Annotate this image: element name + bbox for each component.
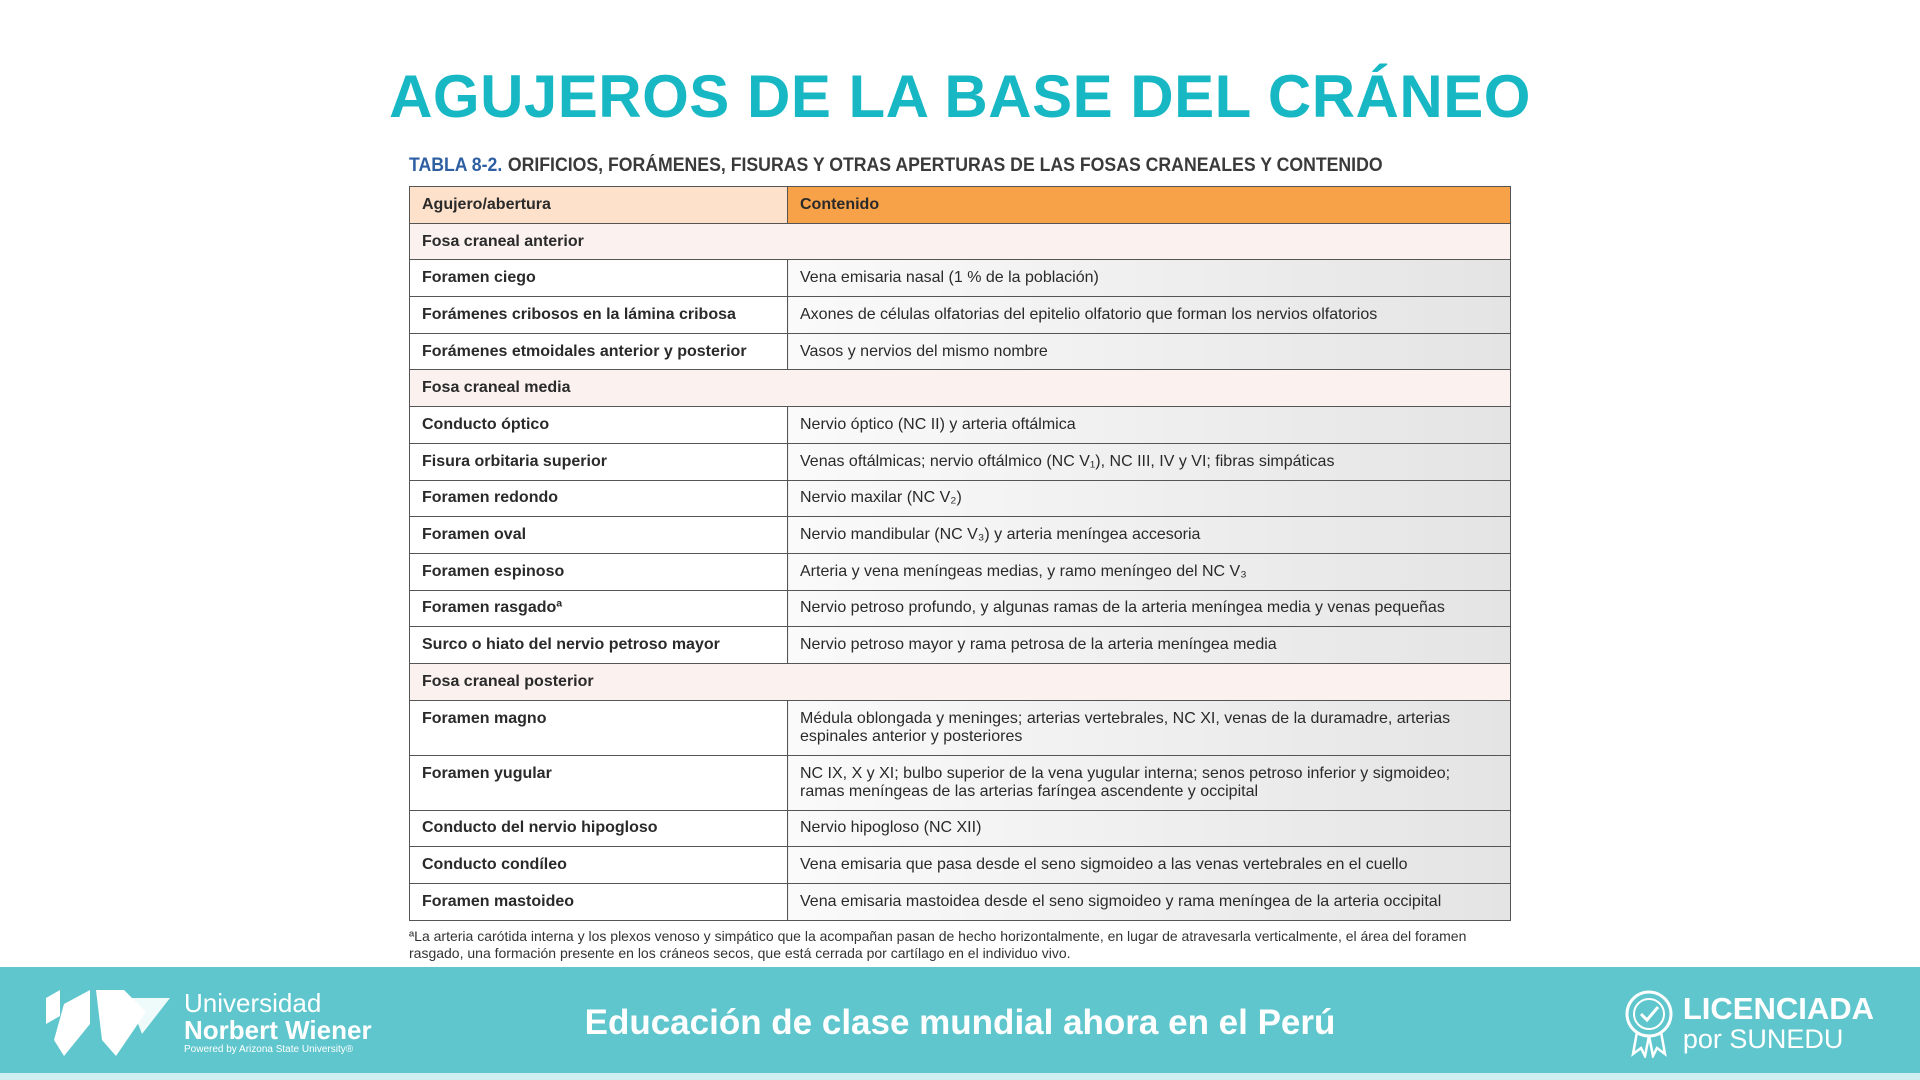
contents-cell: Nervio petroso mayor y rama petrosa de la arteria meníngea media	[788, 627, 1511, 664]
opening-cell: Foramen mastoideo	[410, 884, 788, 921]
license-line1: LICENCIADA	[1682, 991, 1874, 1026]
foramina-table	[409, 186, 1511, 921]
section-label: Fosa craneal posterior	[410, 663, 1511, 700]
opening-cell: Foramen espinoso	[410, 553, 788, 590]
contents-cell: Vena emisaria que pasa desde el seno sigmoideo a las venas vertebrales en el cuello	[788, 847, 1511, 884]
table-footnote: ªLa arteria carótida interna y los plexos venoso y simpático que la acompañan pasan de hecho horizontalmente, en lugar de atravesarla verticalmente, el área del foramen rasgado, una formación presente en los cráneos secos, que está cerrada por cartílago en el individuo vivo.	[409, 928, 1467, 961]
column-header: Contenido	[788, 187, 1511, 224]
section-row	[410, 223, 1511, 260]
opening-cell: Foramen redondo	[410, 480, 788, 517]
table-row	[410, 553, 1511, 590]
contents-cell: Nervio petroso profundo, y algunas ramas de la arteria meníngea media y venas pequeñas	[788, 590, 1511, 627]
university-name-line2: Norbert Wiener	[184, 1015, 372, 1045]
table-row	[410, 810, 1511, 847]
table-row	[410, 847, 1511, 884]
opening-cell: Surco o hiato del nervio petroso mayor	[410, 627, 788, 664]
sunedu-badge	[1623, 988, 1874, 1058]
opening-cell: Foramen magno	[410, 700, 788, 755]
opening-cell: Foramen rasgadoª	[410, 590, 788, 627]
table-row	[410, 260, 1511, 297]
contents-cell: Nervio maxilar (NC V₂)	[788, 480, 1511, 517]
section-label: Fosa craneal anterior	[410, 223, 1511, 260]
table-row	[410, 407, 1511, 444]
table-row	[410, 755, 1511, 810]
footer-slogan: Educación de clase mundial ahora en el Perú	[584, 1003, 1336, 1042]
license-line2: por SUNEDU	[1682, 1024, 1844, 1054]
powered-by: Powered by Arizona State University®	[184, 1044, 354, 1055]
contents-cell: Vena emisaria nasal (1 % de la población)	[788, 260, 1511, 297]
table-row	[410, 700, 1511, 755]
certified-badge-icon	[1623, 988, 1675, 1058]
opening-cell: Fisura orbitaria superior	[410, 443, 788, 480]
contents-cell: Nervio hipogloso (NC XII)	[788, 810, 1511, 847]
table-row	[410, 297, 1511, 334]
contents-cell: Venas oftálmicas; nervio oftálmico (NC V₁), NC III, IV y VI; fibras simpáticas	[788, 443, 1511, 480]
table-row	[410, 480, 1511, 517]
table-number: TABLA 8-2.	[409, 155, 503, 176]
table-row	[410, 443, 1511, 480]
university-name-line1: Universidad	[184, 988, 322, 1018]
contents-cell: Vasos y nervios del mismo nombre	[788, 333, 1511, 370]
contents-cell: Axones de células olfatorias del epitelio olfatorio que forman los nervios olfatorios	[788, 297, 1511, 334]
table-row	[410, 884, 1511, 921]
slide-title: AGUJEROS DE LA BASE DEL CRÁNEO	[389, 63, 1531, 130]
table-row	[410, 517, 1511, 554]
footer-strip	[0, 1073, 1920, 1080]
contents-cell: Nervio óptico (NC II) y arteria oftálmica	[788, 407, 1511, 444]
opening-cell: Conducto condíleo	[410, 847, 788, 884]
opening-cell: Conducto del nervio hipogloso	[410, 810, 788, 847]
table-row	[410, 590, 1511, 627]
table-caption-text: ORIFICIOS, FORÁMENES, FISURAS Y OTRAS APERTURAS DE LAS FOSAS CRANEALES Y CONTENIDO	[507, 155, 1383, 176]
section-label: Fosa craneal media	[410, 370, 1511, 407]
table-row	[410, 333, 1511, 370]
contents-cell: Vena emisaria mastoidea desde el seno sigmoideo y rama meníngea de la arteria occipital	[788, 884, 1511, 921]
contents-cell: Arteria y vena meníngeas medias, y ramo meníngeo del NC V₃	[788, 553, 1511, 590]
opening-cell: Foramen yugular	[410, 755, 788, 810]
opening-cell: Forámenes etmoidales anterior y posterior	[410, 333, 788, 370]
contents-cell: Nervio mandibular (NC V₃) y arteria meníngea accesoria	[788, 517, 1511, 554]
table-header-row	[410, 187, 1511, 224]
table-row	[410, 627, 1511, 664]
section-row	[410, 370, 1511, 407]
column-header: Agujero/abertura	[410, 187, 788, 224]
opening-cell: Forámenes cribosos en la lámina cribosa	[410, 297, 788, 334]
contents-cell: Médula oblongada y meninges; arterias vertebrales, NC XI, venas de la duramadre, arterias espinales anterior y posteriores	[788, 700, 1511, 755]
opening-cell: Foramen oval	[410, 517, 788, 554]
opening-cell: Foramen ciego	[410, 260, 788, 297]
contents-cell: NC IX, X y XI; bulbo superior de la vena yugular interna; senos petroso inferior y sigmoideo; ramas meníngeas de las arterias faríngea ascendente y occipital	[788, 755, 1511, 810]
section-row	[410, 663, 1511, 700]
table-caption	[409, 155, 1383, 177]
opening-cell: Conducto óptico	[410, 407, 788, 444]
